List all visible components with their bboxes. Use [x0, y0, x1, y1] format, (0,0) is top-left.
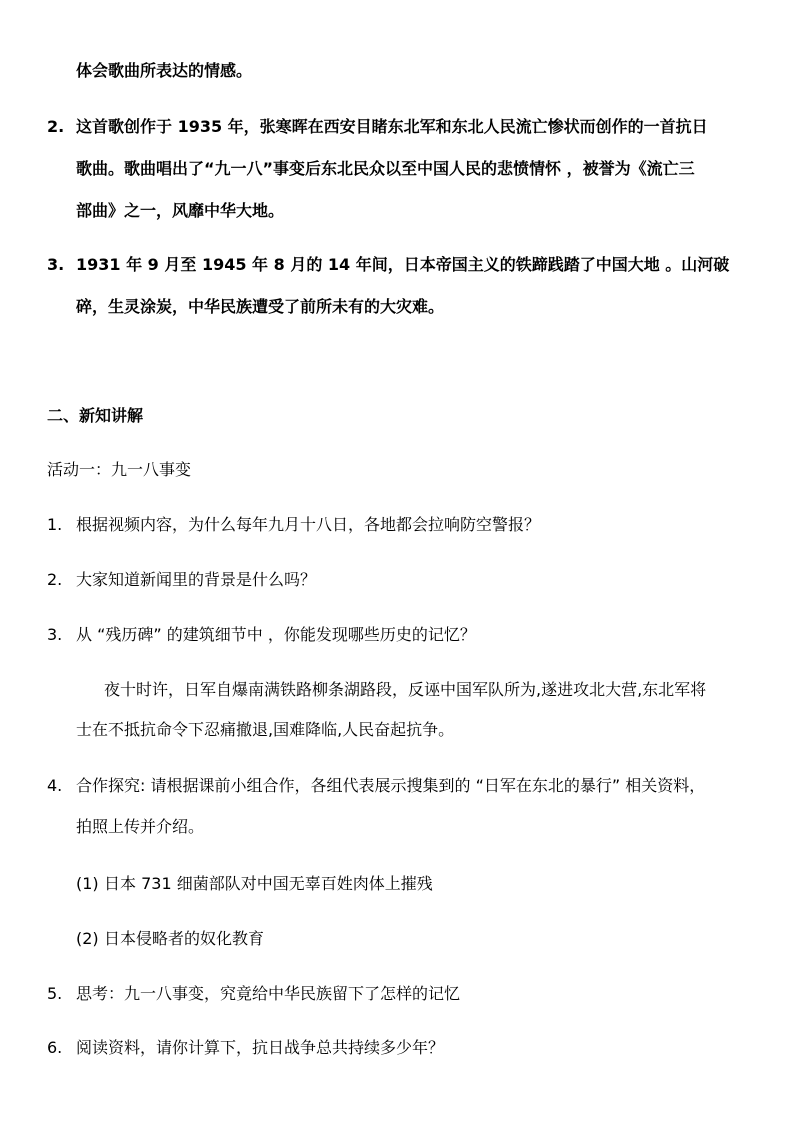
list-item-line: 部曲》之一，风靡中华大地。 — [76, 201, 285, 220]
list-number: 2. — [47, 570, 63, 589]
question-text: 阅读资料，请你计算下，抗日战争总共持续多少年？ — [76, 1038, 445, 1057]
intro-line: 体会歌曲所表达的情感。 — [76, 61, 253, 80]
question-text: 从 “残历碑” 的建筑细节中 ，你能发现哪些历史的记忆？ — [76, 625, 476, 644]
question-text: 大家知道新闻里的背景是什么吗？ — [76, 570, 317, 589]
sub-text: 日本 731 细菌部队对中国无辜百姓肉体上摧残 — [104, 874, 433, 893]
paragraph-line: 夜十时许，日军自爆南满铁路柳条湖路段，反诬中国军队所为,遂进攻北大营,东北军将 — [104, 680, 707, 699]
question-text: 拍照上传并介绍。 — [76, 817, 205, 836]
sub-text: 日本侵略者的奴化教育 — [104, 929, 265, 948]
list-number: 5. — [47, 984, 63, 1003]
list-number: 2. — [47, 117, 65, 136]
sub-number: (2) — [76, 929, 99, 948]
section-heading: 二、新知讲解 — [47, 406, 144, 425]
question-text: 根据视频内容，为什么每年九月十八日，各地都会拉响防空警报？ — [76, 515, 541, 534]
list-item-line: 歌曲。歌曲唱出了“九一八”事变后东北民众以至中国人民的悲愤情怀 ，被誉为《流亡三 — [76, 159, 695, 178]
activity-label: 活动一：九一八事变 — [47, 460, 192, 479]
list-item-line: 碎，生灵涂炭，中华民族遭受了前所未有的大灾难。 — [76, 297, 445, 316]
list-number: 1. — [47, 515, 63, 534]
list-number: 3. — [47, 255, 65, 274]
sub-number: (1) — [76, 874, 99, 893]
paragraph-line: 士在不抵抗命令下忍痛撤退,国难降临,人民奋起抗争。 — [76, 720, 455, 739]
question-text: 思考：九一八事变，究竟给中华民族留下了怎样的记忆 — [76, 984, 461, 1003]
list-number: 3. — [47, 625, 63, 644]
list-number: 4. — [47, 776, 63, 795]
list-item-line: 1931 年 9 月至 1945 年 8 月的 14 年间，日本帝国主义的铁蹄践踏了中国大地 。山河破 — [76, 255, 730, 274]
list-number: 6. — [47, 1038, 63, 1057]
question-text: 合作探究: 请根据课前小组合作，各组代表展示搜集到的 “日军在东北的暴行” 相关资料， — [76, 776, 706, 795]
list-item-line: 这首歌创作于 1935 年，张寒晖在西安目睹东北军和东北人民流亡惨状而创作的一首抗日 — [76, 117, 708, 136]
